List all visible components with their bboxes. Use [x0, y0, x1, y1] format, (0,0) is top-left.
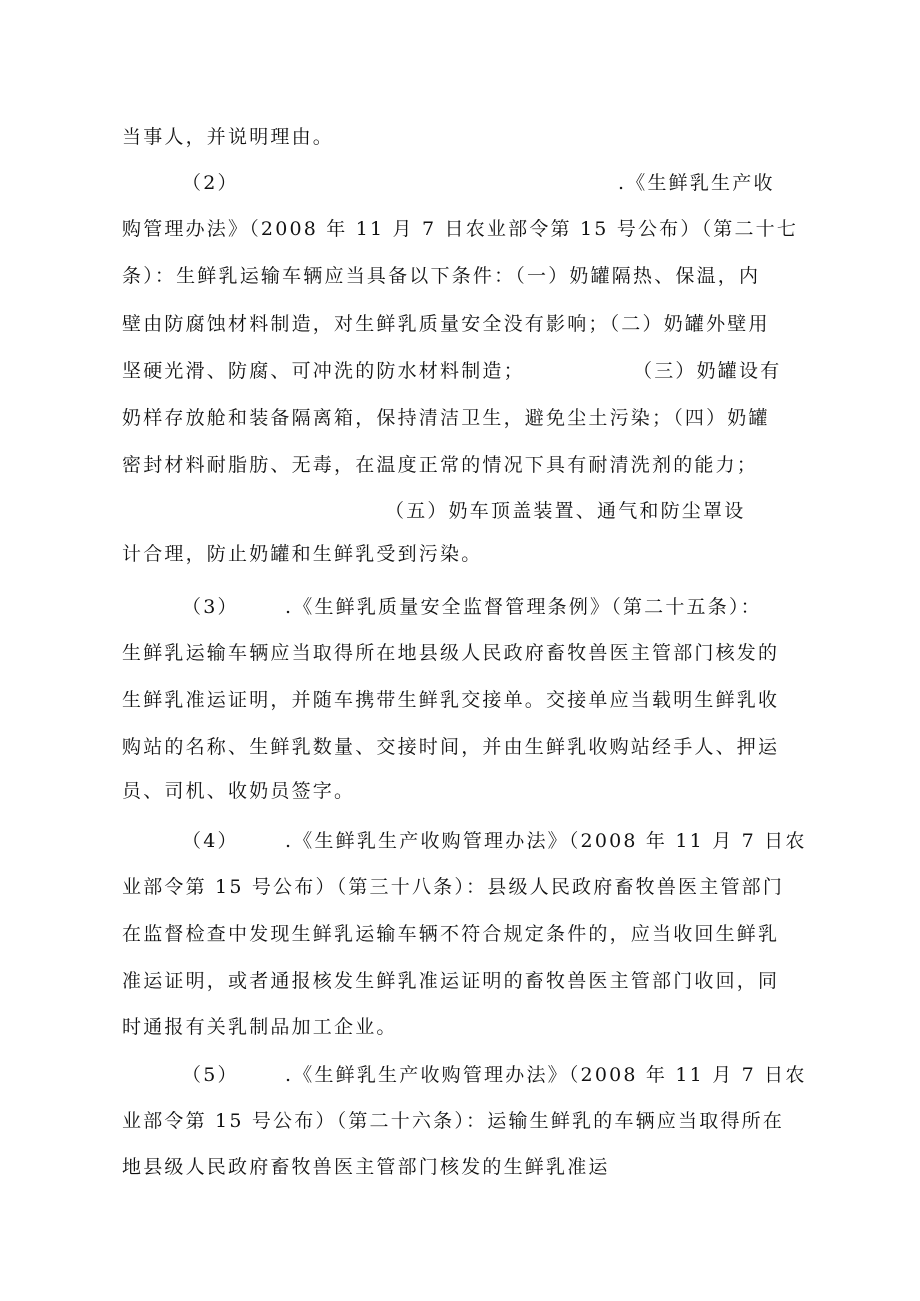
text-line: 购站的名称、生鲜乳数量、交接时间，并由生鲜乳收购站经手人、押运 — [122, 736, 780, 758]
text-line: 壁由防腐蚀材料制造，对生鲜乳质量安全没有影响；（二）奶罐外壁用 — [122, 313, 770, 335]
text-line: 在监督检查中发现生鲜乳运输车辆不符合规定条件的，应当收回生鲜乳 — [122, 923, 780, 945]
text-line: 条）：生鲜乳运输车辆应当具备以下条件：（一）奶罐隔热、保温，内 — [122, 265, 761, 287]
text-line: 准运证明，或者通报核发生鲜乳准运证明的畜牧兽医主管部门收回，同 — [122, 970, 780, 992]
item-number: （2） — [182, 172, 239, 194]
text-line: 当事人，并说明理由。 — [122, 126, 335, 148]
text-line: 计合理，防止奶罐和生鲜乳受到污染。 — [122, 543, 483, 565]
text-line: .《生鲜乳生产收购管理办法》（2008 年 11 月 7 日农 — [285, 830, 807, 852]
text-line: .《生鲜乳生产收购管理办法》（2008 年 11 月 7 日农 — [285, 1064, 807, 1086]
text-line: 地县级人民政府畜牧兽医主管部门核发的生鲜乳准运 — [122, 1156, 610, 1178]
text-line: （五）奶车顶盖装置、通气和防尘罩设 — [385, 500, 746, 522]
item-number: （3） — [182, 596, 239, 618]
text-line: 生鲜乳准运证明，并随车携带生鲜乳交接单。交接单应当载明生鲜乳收 — [122, 689, 780, 711]
text-line: 奶样存放舱和装备隔离箱，保持清洁卫生，避免尘土污染；（四）奶罐 — [122, 407, 770, 429]
text-line: .《生鲜乳生产收 — [618, 172, 775, 194]
item-number: （4） — [182, 830, 239, 852]
text-line: 坚硬光滑、防腐、可冲洗的防水材料制造； — [122, 360, 525, 382]
text-line: .《生鲜乳质量安全监督管理条例》（第二十五条）： — [285, 596, 762, 618]
item-number: （5） — [182, 1064, 239, 1086]
text-line: 业部令第 15 号公布）（第二十六条）：运输生鲜乳的车辆应当取得所在 — [122, 1110, 785, 1132]
text-line: 时通报有关乳制品加工企业。 — [122, 1016, 398, 1038]
text-line: 业部令第 15 号公布）（第三十八条）：县级人民政府畜牧兽医主管部门 — [122, 876, 785, 898]
text-line: 员、司机、收奶员签字。 — [122, 780, 356, 802]
text-line: 密封材料耐脂肪、无毒，在温度正常的情况下具有耐清洗剂的能力； — [122, 454, 759, 476]
text-line: 生鲜乳运输车辆应当取得所在地县级人民政府畜牧兽医主管部门核发的 — [122, 642, 780, 664]
text-line: （三）奶罐设有 — [633, 360, 782, 382]
text-line: 购管理办法》（2008 年 11 月 7 日农业部令第 15 号公布）（第二十七 — [122, 218, 799, 240]
